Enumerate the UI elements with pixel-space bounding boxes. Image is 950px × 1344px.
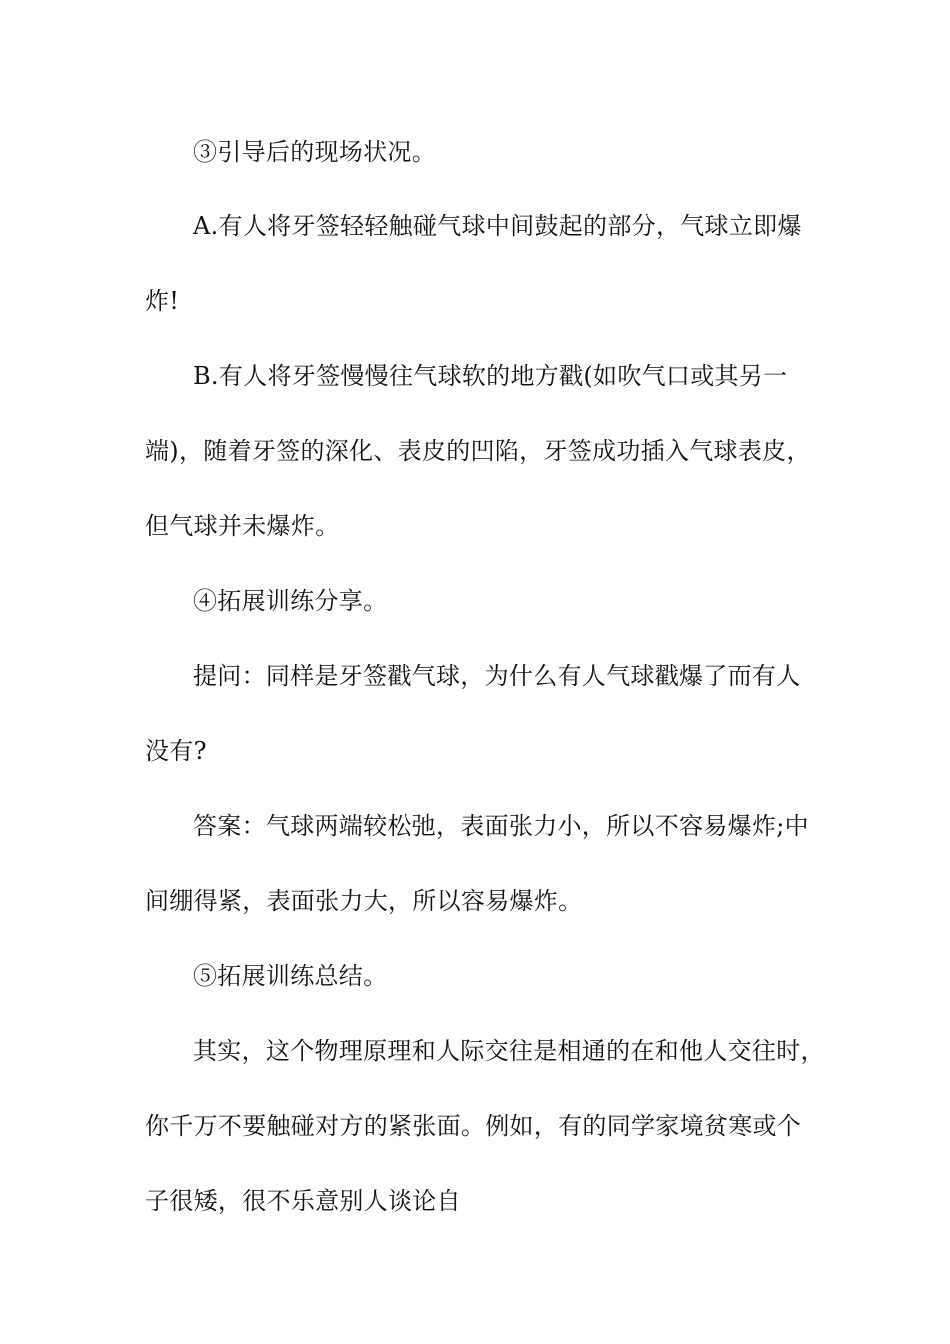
observation-b-line-1: B.有人将牙签慢慢往气球软的地方戳(如吹气口或其另一 xyxy=(193,362,788,390)
step-4-heading: ④拓展训练分享。 xyxy=(193,587,388,615)
summary-line-3: 子很矮，很不乐意别人谈论自 xyxy=(145,1187,461,1215)
question-line-2: 没有? xyxy=(145,737,207,765)
step-5-heading: ⑤拓展训练总结。 xyxy=(193,962,388,990)
step-3-heading: ③引导后的现场状况。 xyxy=(193,138,436,166)
summary-line-1: 其实，这个物理原理和人际交往是相通的在和他人交往时， xyxy=(193,1037,825,1065)
summary-line-2: 你千万不要触碰对方的紧张面。例如，有的同学家境贫寒或个 xyxy=(145,1112,802,1140)
observation-b-line-3: 但气球并未爆炸。 xyxy=(145,512,340,540)
answer-line-1: 答案：气球两端较松弛，表面张力小，所以不容易爆炸;中 xyxy=(193,812,809,840)
observation-b-line-2: 端)，随着牙签的深化、表皮的凹陷，牙签成功插入气球表皮， xyxy=(145,437,811,465)
answer-line-2: 间绷得紧，表面张力大，所以容易爆炸。 xyxy=(145,887,583,915)
question-line-1: 提问：同样是牙签戳气球，为什么有人气球戳爆了而有人 xyxy=(193,662,801,690)
observation-a-line-2: 炸! xyxy=(145,287,180,315)
observation-a-line-1: A.有人将牙签轻轻触碰气球中间鼓起的部分，气球立即爆 xyxy=(193,212,802,240)
